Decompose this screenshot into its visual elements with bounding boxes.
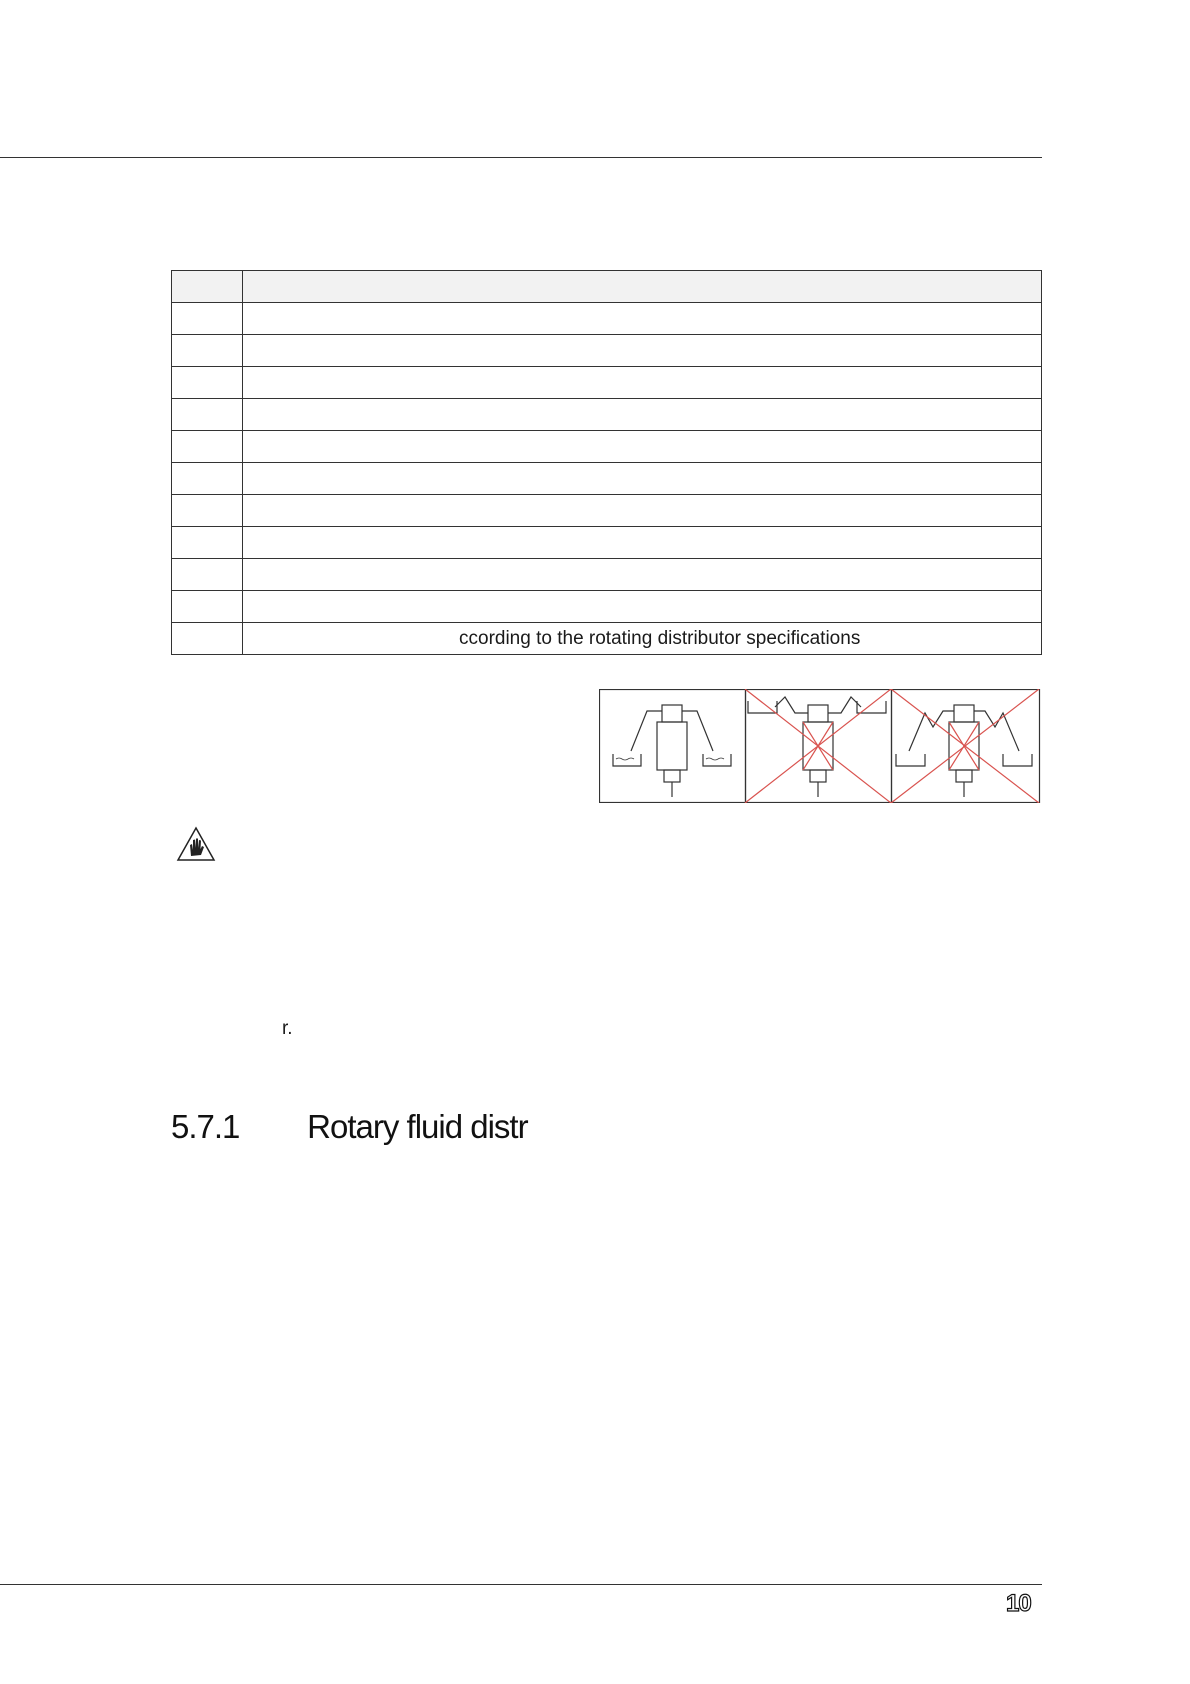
table-row — [172, 431, 1042, 463]
table-cell — [243, 399, 1042, 431]
table-row — [172, 623, 1042, 655]
page-number: 10 — [1006, 1590, 1031, 1617]
table-cell — [172, 335, 243, 367]
table-cell — [172, 431, 243, 463]
table-cell — [172, 559, 243, 591]
table-cell — [243, 495, 1042, 527]
table-row — [172, 367, 1042, 399]
section-heading — [171, 1108, 528, 1146]
table-row — [172, 399, 1042, 431]
table-row — [172, 463, 1042, 495]
wrong-loop-panel — [891, 689, 1040, 803]
table-cell — [243, 431, 1042, 463]
table-row — [172, 527, 1042, 559]
correct-orientation-panel — [600, 690, 746, 803]
table-cell: ccording to the rotating distributor specifications — [243, 623, 1042, 655]
table-cell — [172, 367, 243, 399]
table-header-row — [172, 271, 1042, 303]
table-cell — [172, 495, 243, 527]
table-cell — [172, 463, 243, 495]
header-rule — [0, 157, 1042, 158]
table-cell — [243, 591, 1042, 623]
section-number: 5.7.1 — [171, 1108, 240, 1145]
table-header-cell — [172, 271, 243, 303]
table-header-cell — [243, 271, 1042, 303]
warning-hand-icon — [176, 826, 216, 862]
table-cell — [172, 591, 243, 623]
table-cell — [243, 527, 1042, 559]
table-row — [172, 495, 1042, 527]
table-cell — [172, 399, 243, 431]
section-title: Rotary fluid distr — [307, 1108, 528, 1145]
table-cell — [172, 527, 243, 559]
table-cell — [243, 303, 1042, 335]
table-cell — [243, 559, 1042, 591]
table-row — [172, 303, 1042, 335]
text-fragment: r. — [282, 1018, 293, 1039]
hose-orientation-figure — [599, 689, 1041, 803]
specification-table — [171, 270, 1042, 655]
table-cell — [172, 623, 243, 655]
table-cell — [172, 303, 243, 335]
table-row — [172, 335, 1042, 367]
table-cell — [243, 367, 1042, 399]
table-row — [172, 591, 1042, 623]
table-row — [172, 559, 1042, 591]
wrong-orientation-panel — [745, 689, 892, 803]
table-cell — [243, 463, 1042, 495]
footer-rule — [0, 1584, 1042, 1585]
table-cell — [243, 335, 1042, 367]
